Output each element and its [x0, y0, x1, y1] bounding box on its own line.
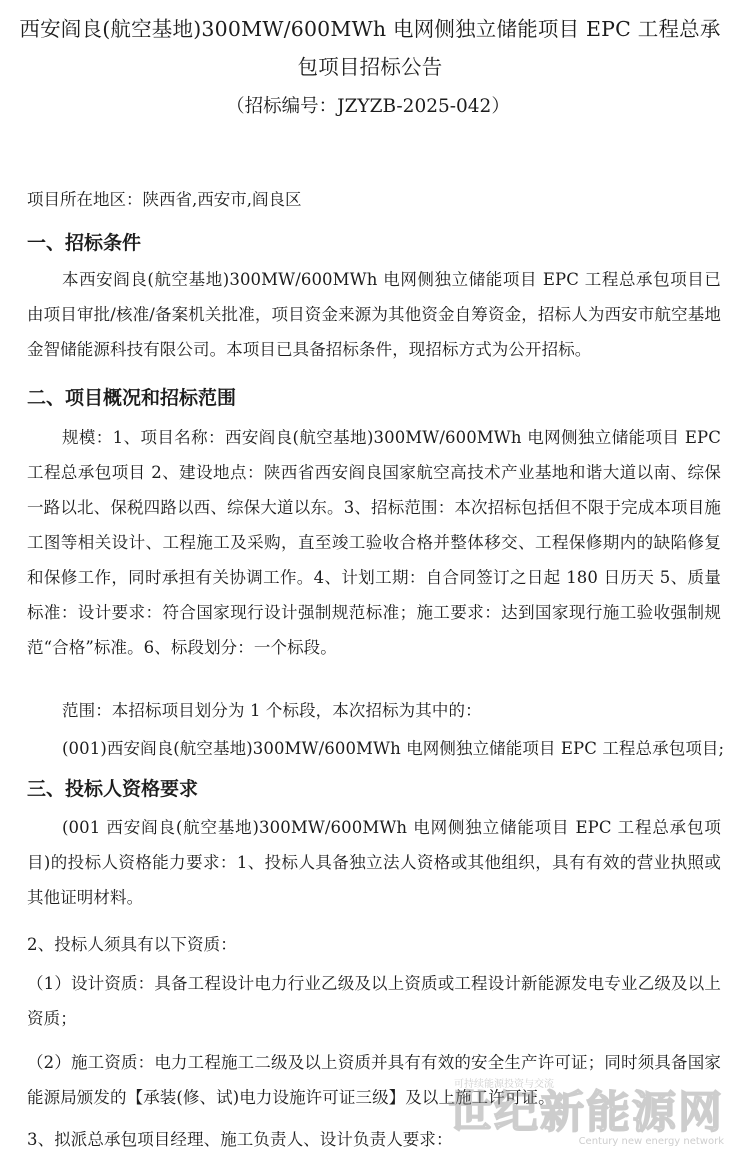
- section-2-heading: 二、项目概况和招标范围: [27, 387, 237, 409]
- section-1-heading: 一、招标条件: [27, 232, 142, 254]
- design-qualification: （1）设计资质：具备工程设计电力行业乙级及以上资质或工程设计新能源发电专业乙级及以上资质；: [27, 974, 721, 1028]
- section-2-lot: (001)西安阎良(航空基地)300MW/600MWh 电网侧独立储能项目 EPC 工程总承包项目;: [62, 739, 725, 758]
- watermark-title: 世纪新能源网: [448, 1087, 724, 1138]
- qualification-item-2: 2、投标人须具有以下资质：: [27, 935, 237, 954]
- watermark-logo: [448, 1075, 724, 1147]
- section-3-heading: 三、投标人资格要求: [27, 778, 199, 800]
- section-2-range: 范围：本招标项目划分为 1 个标段，本次招标为其中的：: [62, 701, 482, 720]
- construction-qualification: （2）施工资质：电力工程施工二级及以上资质并具有有效的安全生产许可证；同时须具备国家能源局颁发的【承装(修、试)电力设施许可证三级】及以上施工许可证。: [27, 1053, 721, 1107]
- qualification-item-3: 3、拟派总承包项目经理、施工负责人、设计负责人要求：: [27, 1130, 453, 1149]
- section-1-text: 本西安阎良(航空基地)300MW/600MWh 电网侧独立储能项目 EPC 工程总承包项目已由项目审批/核准/备案机关批准，项目资金来源为其他资金自筹资金，招标人为西安市航空基地金智储能源科技有限公司。本项目已具备招标条件，现招标方式为公开招标。: [27, 270, 721, 359]
- section-3-text: (001 西安阎良(航空基地)300MW/600MWh 电网侧独立储能项目 EPC 工程总承包项目)的投标人资格能力要求：1、投标人具备独立法人资格或其他组织，具有有效的营业执照或其他证明材料。: [27, 818, 721, 907]
- document-title: 西安阎良(航空基地)300MW/600MWh 电网侧独立储能项目 EPC 工程总承包项目招标公告: [19, 17, 721, 79]
- watermark-subtitle: 可持续能源投资与交流: [454, 1079, 554, 1090]
- project-region: 项目所在地区：陕西省,西安市,阎良区: [27, 190, 302, 209]
- watermark-english: Century new energy network: [578, 1136, 724, 1147]
- section-2-scale: 规模：1、项目名称：西安阎良(航空基地)300MW/600MWh 电网侧独立储能项目 EPC 工程总承包项目 2、建设地点：陕西省西安阎良国家航空高技术产业基地和谐大道以南、综保一路以北、保税四路以西、综保大道以东。3、招标范围：本次招标包括但不限于完成本项目施工图等相关设计、工程施工及采购，直至竣工验收合格并整体移交、工程保修期内的缺陷修复和保修工作，同时承担有关协调工作。4、计划工期：自合同签订之日起 180 日历天 5、质量标准：设计要求：符合国家现行设计强制规范标准；施工要求：达到国家现行施工验收强制规范“合格”标准。6、标段划分：一个标段。: [27, 428, 721, 657]
- tender-code: （招标编号：JZYZB-2025-042）: [226, 96, 510, 117]
